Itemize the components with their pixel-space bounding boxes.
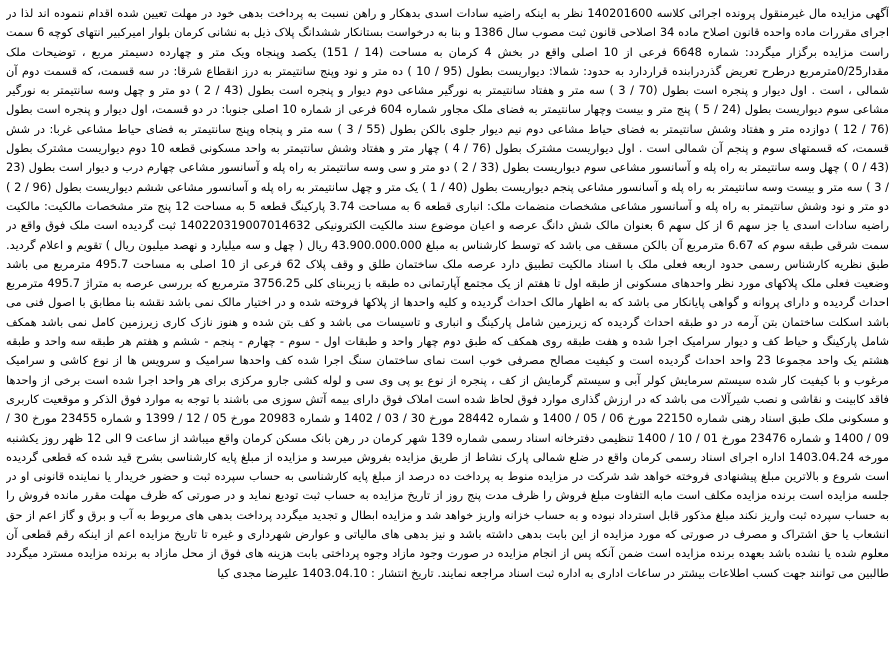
auction-notice-text: آگهی مزایده مال غیرمنقول پرونده اجرائی کلاسه 140201600 نظر به اینکه راضیه سادات اسدی بدهکار و راهن نسبت به پرداخت بدهی خود در مهلت تعیین شده اقدام ننموده اند لذا در اجرای مقررات ماده واحده قانون اصلاح ماده 34 اصلاحی قانون ثبت مصوب سال 1386 و بنا به درخواست بستانکار ششدانگ پلاک ذیل به نشانی کرمان بلوار امیرکبیر انتهای کوچه 6 سمت راست مزایده برگزار میگردد: شماره 6648 فرعی از 10 اصلی واقع در بخش 4 کرمان به مساحت (14 / 151) یکصد وپنجاه ویک متر و چهارده دسیمتر مربع ، توضیحات ملک مقدار0/25مترمربع درطرح تعریض گذردرابنده قراردارد به حدود: شمالا: دیواریست بطول (95 / 10 ) ده متر و نود وپنج سانتیمتر به درز انقطاع شرقا: در سه قسمت، که قسمت دوم آن شمالی ، است . اول دیوار و پنجره است بطول (70 / 3 ) سه متر و هفتاد سانتیمتر به نورگیر مشاعی دوم دیوار و پنجره است بطول (43 / 2 ) دو متر و چهل وسه سانتیمتر به نورگیر مشاعی سوم دیواریست بطول (24 / 5 ) پنج متر و بیست وچهار سانتیمتر به فضای ملک مجاور شماره 604 فرعی از شماره 10 اصلی جنوبا: در دو قسمت، اول دیوار و پنجره است بطول (76 / 12 ) دوازده متر و هفتاد وشش سانتیمتر به فضای حیاط مشاعی دوم نیم دیوار جلوی بالکن بطول (55 / 3 ) سه متر و پنجاه وپنج سانتیمتر به فضای حیاط مشاعی غربا: در شش قسمت، که قسمتهای سوم و پنجم آن شمالی است . اول دیواریست مشترک بطول (76 / 4 ) چهار متر و هفتاد وشش سانتیمتر به واحد مسکونی قطعه 10 دوم دیواریست مشترک بطول (43 / 0 ) چهل وسه سانتیمتر به راه پله و آسانسور مشاعی سوم دیواریست بطول (33 / 2 ) دو متر و سی وسه سانتیمتر به راه پله و آسانسور مشاعی چهارم درب و دیوار است بطول (23 / 3 ) سه متر و بیست وسه سانتیمتر به راه پله و آسانسور مشاعی پنجم دیواریست بطول (40 / 1 ) یک متر و چهل سانتیمتر به راه پله و آسانسور مشاعی ششم دیواریست بطول (96 / 2 ) دو متر و نود وشش سانتیمتر به راه پله و آسانسور مشاعی مشخصات منضمات ملک: انباری قطعه 6 به مساحت 3.74 پارکینگ قطعه 5 به مساحت 12 پنج متر مشخصات مالکیت: مالکیت راضیه سادات اسدی یا جز سهم 6 از کل سهم 6 بعنوان مالک شش دانگ عرصه و اعیان موضوع سند مالکیت الکترونیکی 140220319007014632 ثبت گردیده است ملک فوق واقع در سمت شرقی طبقه سوم که 6.67 مترمربع آن بالکن مسقف می باشد که توسط کارشناس به مبلغ 43.900.000.000 ریال ( چهل و سه میلیارد و نهصد میلیون ریال ) تقویم و اعلام گردید. طبق نظریه کارشناس رسمی حدود اربعه فعلی ملک با اسناد مالکیت تطبیق دارد عرصه ملک ساختمان طلق و وقف پلاک 62 فرعی از 10 اصلی به مساحت 495.7 مترمربع می باشد وضعیت فعلی ملک پلاکهای مورد نظر واحدهای مسکونی از طبقه اول تا هفتم از یک مجتمع آپارتمانی ده طبقه با زیربنای کلی 3756.25 مترمربع که بررسی عرصه به متراژ 495.7 مترمربع احداث گردیده و دارای پروانه و گواهی پایانکار می باشد که به اظهار مالک احداث گردیده و کلیه واحدها از پلاکها فروخته شده و در اختیار مالک نمی باشد نقشه بنا مطابق با اصول فنی می باشد اسکلت ساختمان بتن آرمه در دو طبقه احداث گردیده که زیرزمین شامل پارکینگ و انباری و تاسیسات می باشد و کف بتن شده و هنوز نازک کاری زیرزمین کامل نمی باشد همکف شامل پارکینگ و حیاط کف و دیوار سرامیک اجرا شده و هفت طبقه روی همکف که طبق دوم چهار واحد و طبقات اول - سوم - چهارم - پنجم - ششم و هفتم هر طبقه سه واحد و طبقه هشتم یک واحد مجموعا 23 واحد احداث گردیده است و کیفیت مصالح مصرفی خوب است نمای ساختمان سنگ اجرا شده کف واحدها سرامیک و سرویس ها از نوع کاشی و سرامیک مرغوب و با کیفیت کار شده سیستم سرمایش کولر آبی و سیستم گرمایش از کف ، پنجره از نوع یو پی وی سی و لوله کشی جارو مرکزی برای هر واحد اجرا شده است برخی از واحدها فاقد کابینت و نقاشی و نصب شیرآلات می باشد که در ارزش گذاری موارد فوق لحاظ شده است املاک فوق دارای بیمه آتش سوزی می باشند با توجه به موارد فوق الذکر و موقعیت کاربری و مسکونی ملک طبق اسناد رهنی شماره 22150 مورخ 06 / 05 / 1400 و شماره 28442 مورخ 30 / 03 / 1402 و شماره 20983 مورخ 05 / 12 / 1399 و شماره 23455 مورخ 30 / 09 / 1400 و شماره 23476 مورخ 01 / 10 / 1400 تنظیمی دفترخانه اسناد رسمی شماره 139 شهر کرمان در رهن بانک مسکن کرمان واقع میباشد از ساعت 9 الی 12 ظهر روز یکشنبه مورخه 1403.04.24 اداره اجرای اسناد رسمی کرمان واقع در ضلع شمالی پارک نشاط از طریق مزایده بفروش میرسد و مزایده از مبلغ پایه کارشناسی بشرح قید شده که قطعی گردیده است شروع و بالاترین مبلغ پیشنهادی فروخته خواهد شد شرکت در مزایده منوط به پرداخت ده درصد از مبلغ پایه کارشناسی به حساب سپرده ثبت و حضور خریدار یا نماینده قانونی او در جلسه مزایده است برنده مزایده مکلف است مابه التفاوت مبلغ فروش را ظرف مدت پنج روز از تاریخ مزایده به حساب ثبت تودیع نماید و در صورتی که ظرف مهلت مقرر مانده فروش را به حساب سپرده ثبت واریز نکند مبلغ مذکور قابل استرداد نبوده و به حساب خزانه واریز خواهد شد و مزایده ابطال و تجدید میگردد پرداخت بدهی های مربوط به آب و برق و گاز اعم از حق انشعاب یا حق اشتراک و مصرف در صورتی که مورد مزایده از این بابت بدهی داشته باشد و نیز بدهی های مالیاتی و عوارض شهرداری و غیره تا تاریخ مزایده اعم از اینکه رقم قطعی آن معلوم شده یا نشده باشد بعهده برنده مزایده است ضمن آنکه پس از انجام مزایده در صورت وجود مازاد وجوه پرداختی بابت هزینه های فوق از محل مازاد به برنده مزایده مسترد میگردد طالبین می توانند جهت کسب اطلاعات بیشتر در ساعات اداری به اداره ثبت اسناد مراجعه نمایند. تاریخ انتشار : 1403.04.10 علیرضا مجدی کیا bbox=[6, 6, 889, 580]
